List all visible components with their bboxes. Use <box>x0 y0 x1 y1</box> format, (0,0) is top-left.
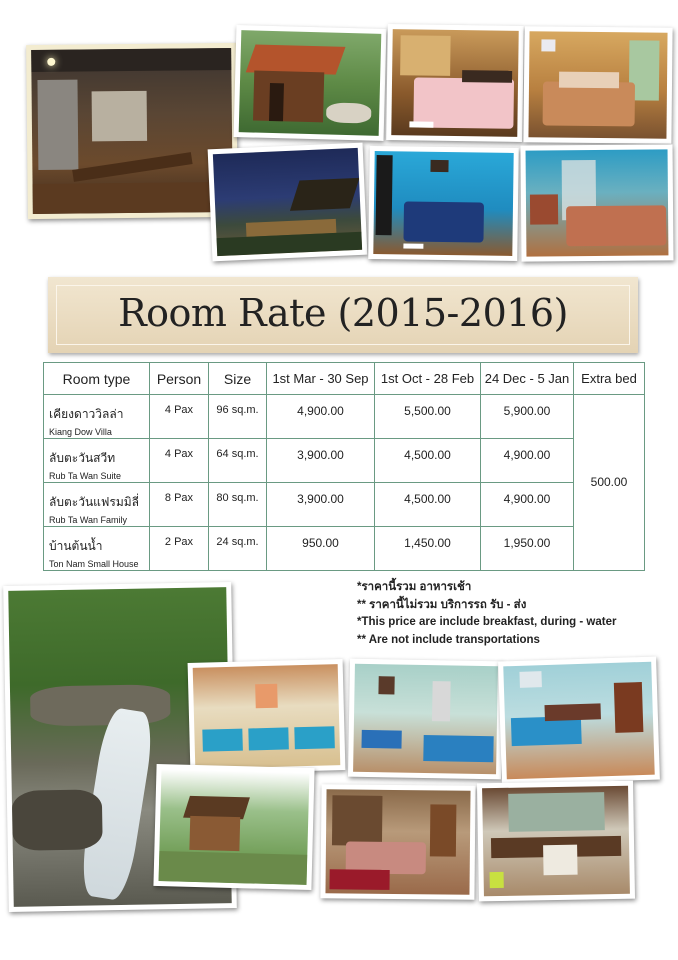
rate-cell-season-1: 950.00 <box>267 527 375 571</box>
photo-bedroom-1 <box>386 24 524 142</box>
room-name-english: Rub Ta Wan Suite <box>49 471 122 481</box>
header-person: Person <box>150 363 209 395</box>
note-line: *ราคานี้รวม อาหารเช้า <box>357 581 472 593</box>
size-cell: 64 sq.m. <box>209 439 267 483</box>
rate-cell-season-2: 1,450.00 <box>375 527 481 571</box>
room-name-thai: เคียงดาววิลล่า <box>49 407 124 421</box>
rate-cell-season-3: 5,900.00 <box>481 395 574 439</box>
rate-cell-season-2: 4,500.00 <box>375 483 481 527</box>
person-cell: 4 Pax <box>150 395 209 439</box>
extra-bed-cell: 500.00 <box>574 395 645 571</box>
photo-dining-corner <box>477 781 635 902</box>
header-season-1: 1st Mar - 30 Sep <box>267 363 375 395</box>
photo-blue-bedroom <box>368 146 519 261</box>
rate-cell-season-1: 3,900.00 <box>267 483 375 527</box>
room-name-cell <box>44 527 150 571</box>
size-cell: 24 sq.m. <box>209 527 267 571</box>
table-row <box>44 527 645 571</box>
photo-wood-bedroom <box>320 784 475 900</box>
photo-twin-room-3 <box>498 657 660 785</box>
price-notes <box>357 579 616 649</box>
page-title: Room Rate (2015-2016) <box>118 291 568 335</box>
photo-bedroom-2 <box>523 26 672 144</box>
room-name-cell <box>44 439 150 483</box>
room-name-cell <box>44 395 150 439</box>
table-row <box>44 483 645 527</box>
room-name-english: Kiang Dow Villa <box>49 427 112 437</box>
room-name-english: Rub Ta Wan Family <box>49 515 128 525</box>
size-cell: 80 sq.m. <box>209 483 267 527</box>
size-cell: 96 sq.m. <box>209 395 267 439</box>
table-row <box>44 439 645 483</box>
note-line: ** Are not include transportations <box>357 633 540 646</box>
header-season-3: 24 Dec - 5 Jan <box>481 363 574 395</box>
table-header-row <box>44 363 645 395</box>
header-size: Size <box>209 363 267 395</box>
photo-bedroom-3 <box>520 144 673 261</box>
header-room-type: Room type <box>44 363 150 395</box>
room-name-english: Ton Nam Small House <box>49 559 139 569</box>
photo-twin-room-1 <box>188 659 346 774</box>
rate-cell-season-3: 1,950.00 <box>481 527 574 571</box>
rate-cell-season-3: 4,900.00 <box>481 439 574 483</box>
rate-cell-season-2: 4,500.00 <box>375 439 481 483</box>
room-name-thai: ลับตะวันสวีท <box>49 451 116 465</box>
rate-cell-season-3: 4,900.00 <box>481 483 574 527</box>
room-name-thai: บ้านต้นน้ำ <box>49 539 103 553</box>
photo-twin-room-2 <box>348 659 503 780</box>
header-season-2: 1st Oct - 28 Feb <box>375 363 481 395</box>
photo-wooden-house <box>234 25 387 141</box>
person-cell: 8 Pax <box>150 483 209 527</box>
photo-small-house <box>153 764 314 890</box>
person-cell: 2 Pax <box>150 527 209 571</box>
rate-cell-season-1: 3,900.00 <box>267 439 375 483</box>
note-line: ** ราคานี้ไม่รวม บริการรถ รับ - ส่ง <box>357 598 527 611</box>
photo-restaurant <box>26 43 238 219</box>
room-rate-table <box>43 362 645 571</box>
room-name-thai: ลับตะวันแฟรมมิลี่ <box>49 495 139 509</box>
title-banner <box>48 277 638 353</box>
note-line: *This price are include breakfast, during - water <box>357 616 617 628</box>
header-extra-bed: Extra bed <box>574 363 645 395</box>
table-row <box>44 395 645 439</box>
rate-cell-season-1: 4,900.00 <box>267 395 375 439</box>
photo-night-view <box>208 143 368 262</box>
person-cell: 4 Pax <box>150 439 209 483</box>
rate-cell-season-2: 5,500.00 <box>375 395 481 439</box>
room-name-cell <box>44 483 150 527</box>
